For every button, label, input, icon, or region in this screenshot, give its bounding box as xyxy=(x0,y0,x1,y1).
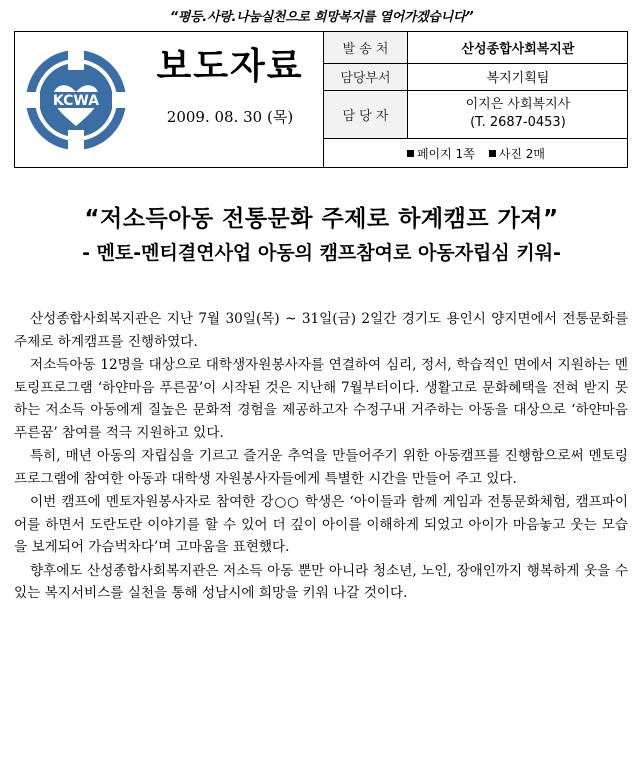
bullet-square-icon xyxy=(407,150,414,157)
info-label: 담당부서 xyxy=(324,63,408,90)
paragraph: 저소득아동 12명을 대상으로 대학생자원봉사자를 연결하여 심리, 정서, 학습적인 면에서 지원하는 멘토링프로그램 ‘하얀마음 푸른꿈’이 시작된 것은 지난해 7월부터이다. 생활고로 문화혜택을 전혀 받지 못하는 저소득 아동에게 질높은 문화적 경험을 제공하고자 수정구내 거주하는 아동을 대상으로 ‘하얀마음 푸른꿈’ 참여를 적극 지원하고 있다. xyxy=(14,357,628,441)
paragraph: 산성종합사회복지관은 지난 7월 30일(목) ~ 31일(금) 2일간 경기도 용인시 양지면에서 전통문화를 주제로 하계캠프를 진행하였다. xyxy=(14,311,628,350)
headline: “저소득아동 전통문화 주제로 하계캠프 가져” xyxy=(84,206,559,232)
photo-count-label: 사진 2매 xyxy=(498,146,546,161)
info-row-department xyxy=(324,63,629,90)
logo xyxy=(15,32,137,168)
paragraph: 향후에도 산성종합사회복지관은 저소득 아동 뿐만 아니라 청소년, 노인, 장애인까지 행복하게 웃을 수 있는 복지서비스를 실천을 통해 성남시에 희망을 키워 나갈 것이다. xyxy=(14,562,628,601)
attachment-info xyxy=(323,138,628,168)
info-row-contact xyxy=(324,90,629,138)
info-value: 산성종합사회복지관 xyxy=(407,32,628,63)
subheadline: - 멘토-멘티결연사업 아동의 캠프참여로 아동자립심 키워- xyxy=(82,242,561,264)
info-label: 발 송 처 xyxy=(324,32,408,63)
logo-text: KCWA xyxy=(52,93,100,109)
slogan: “평등.사랑.나눔실천으로 희망복지를 열어가겠습니다” xyxy=(169,10,474,25)
press-release-header xyxy=(14,31,628,168)
info-row-sender xyxy=(324,32,629,63)
paragraph: 이번 캠프에 멘토자원봉사자로 참여한 강○○ 학생은 ‘아이들과 함께 게임과 전통문화체험, 캠프파이어를 하면서 도란도란 이야기를 할 수 있어 더 깊이 아이를 이해하게 되었고 아이가 마음놓고 웃는 모습을 보게되어 가슴벅차다’며 고마움을 표현했다. xyxy=(14,494,628,555)
kcwa-logo-icon xyxy=(24,48,128,152)
info-value: 복지기획팀 xyxy=(407,63,628,90)
article-body xyxy=(14,308,628,606)
title-area xyxy=(137,32,323,168)
info-label: 담 당 자 xyxy=(324,90,408,138)
paragraph: 특히, 매년 아동의 자립심을 기르고 즐거운 추억을 만들어주기 위한 아동캠프를 진행함으로써 멘토링프로그램에 참여한 아동과 대학생 자원봉사자들에게 특별한 시간을 만들어 주고 있다. xyxy=(14,448,628,487)
page-count xyxy=(407,145,475,162)
info-table xyxy=(323,32,628,139)
press-release-title: 보도자료 xyxy=(156,46,304,87)
bullet-square-icon xyxy=(489,150,496,157)
info-value xyxy=(407,90,628,138)
contact-name: 이지은 사회복지사 xyxy=(465,97,571,112)
release-date: 2009. 08. 30 (목) xyxy=(166,108,294,126)
photo-count xyxy=(489,145,545,162)
page-count-label: 페이지 1쪽 xyxy=(416,146,475,161)
contact-phone: (T. 2687-0453) xyxy=(470,115,566,130)
